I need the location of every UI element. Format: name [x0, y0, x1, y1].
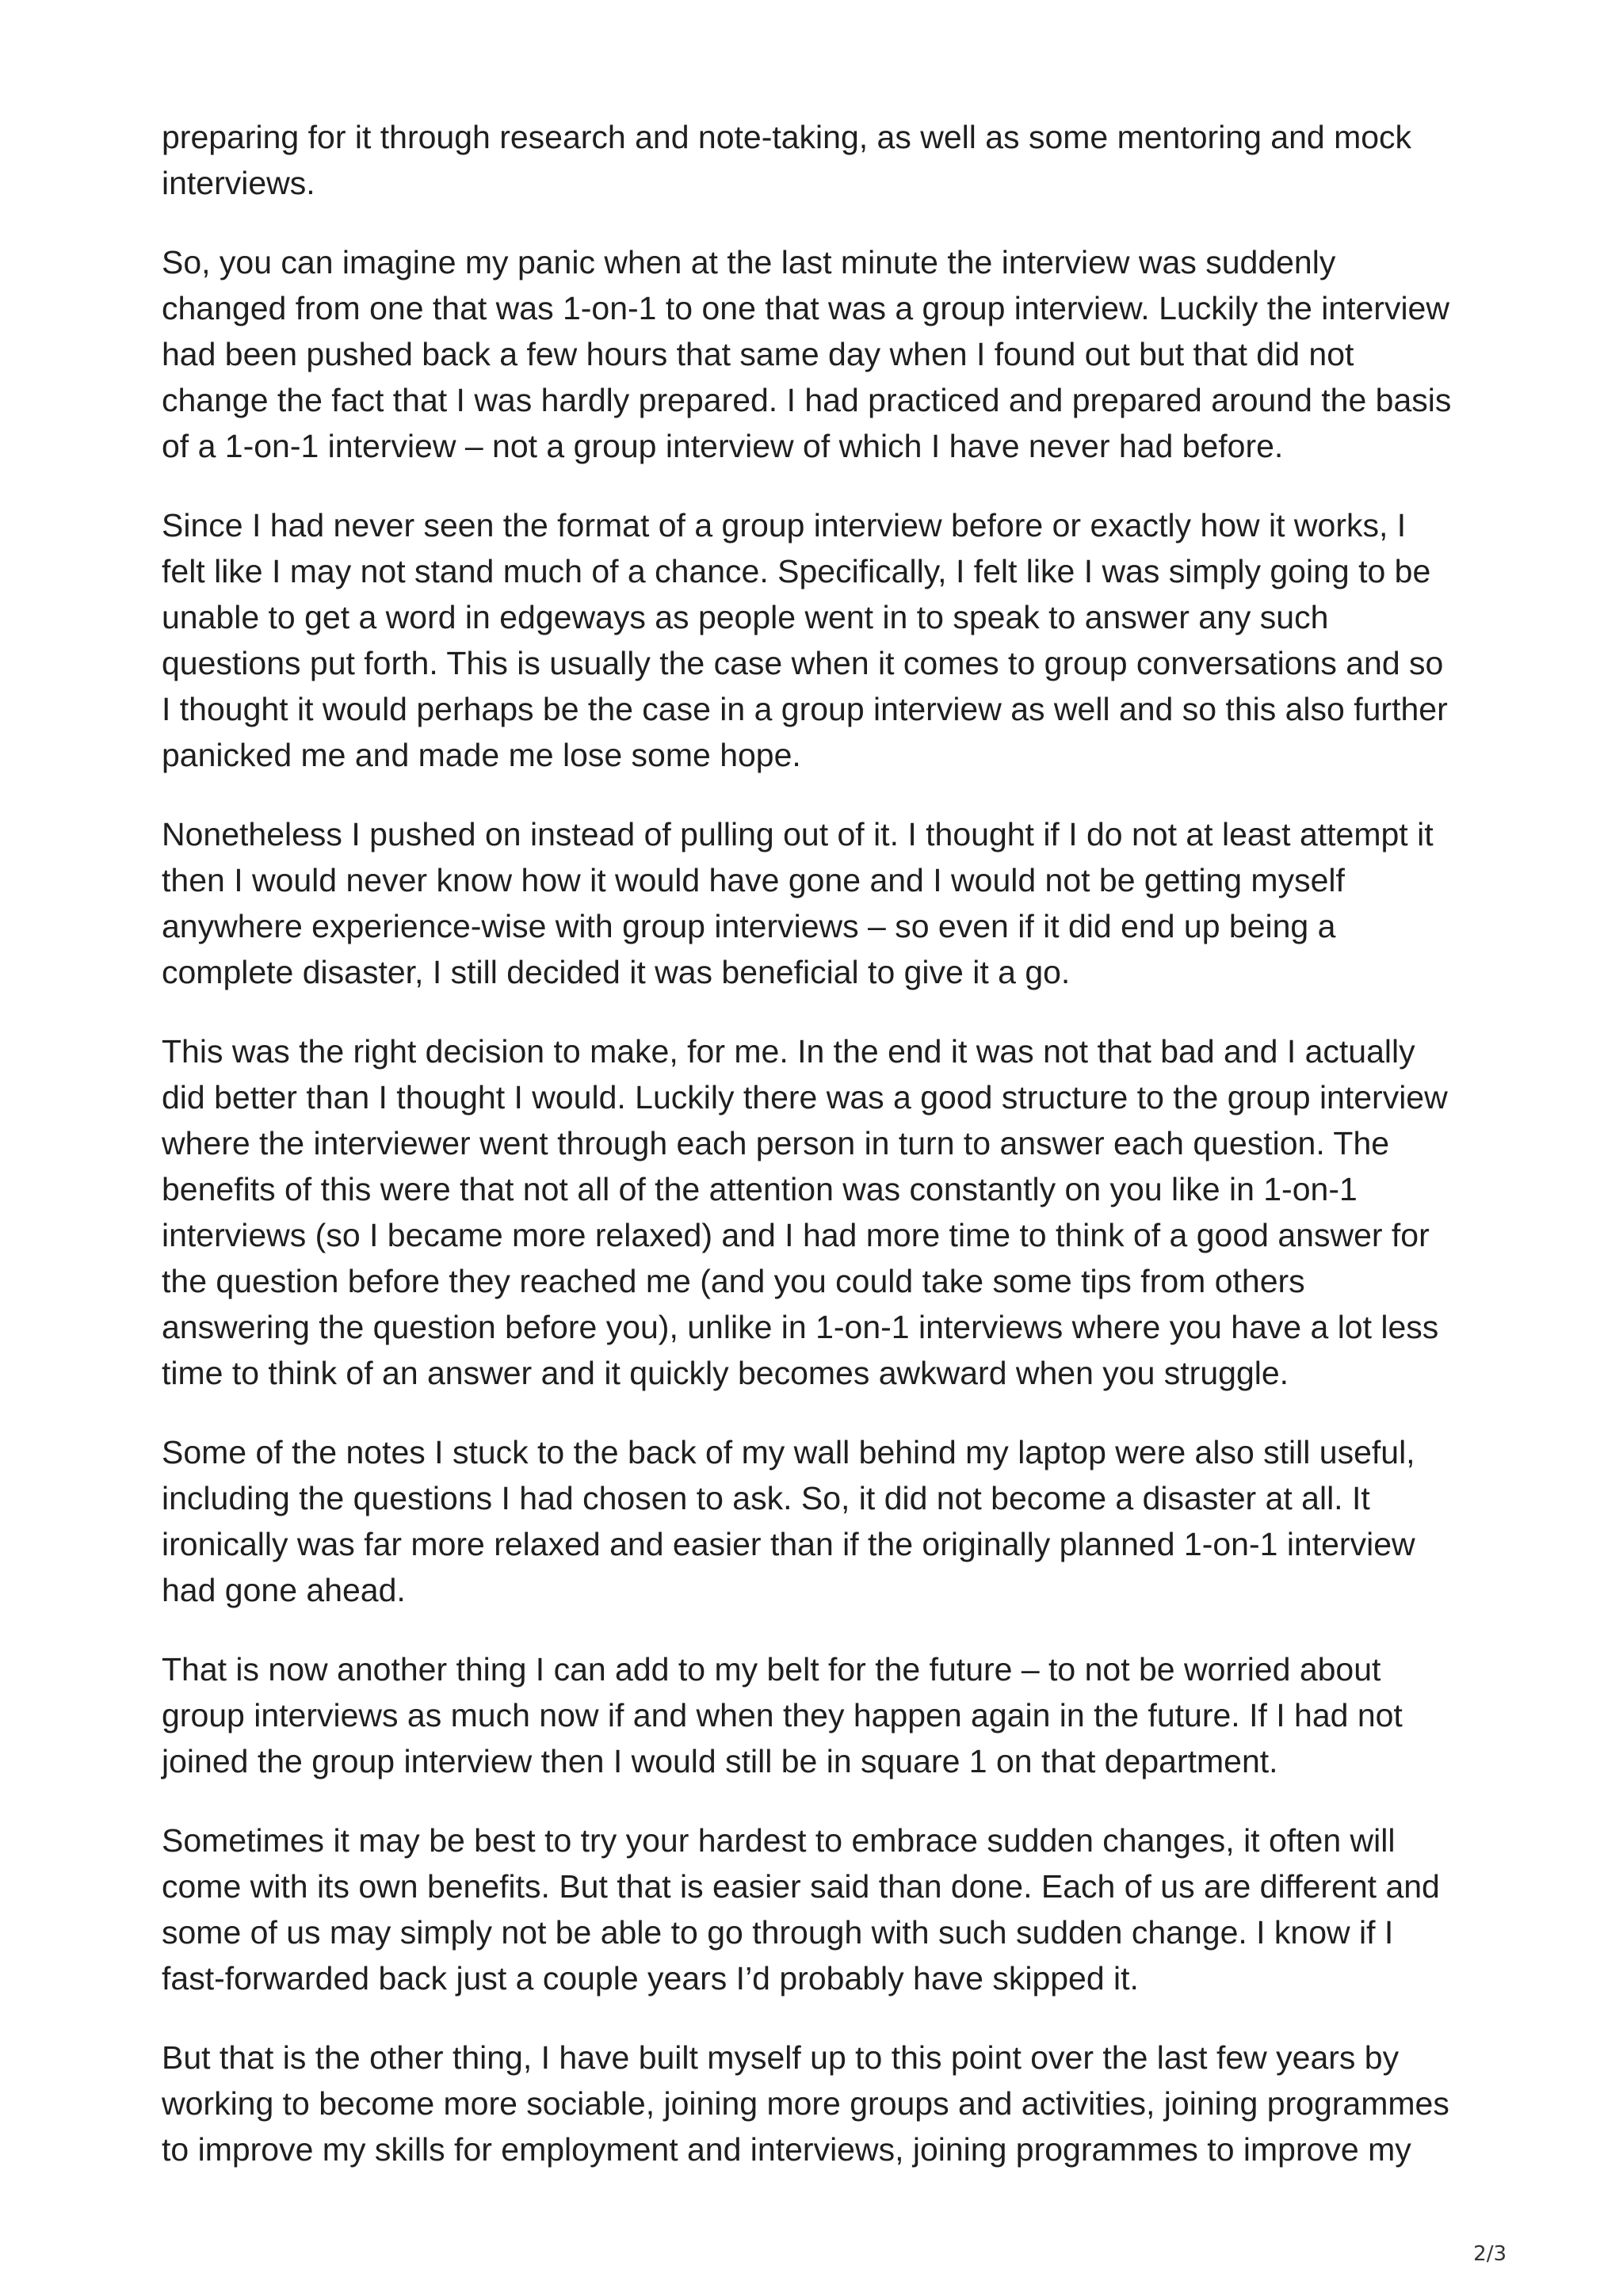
paragraph: Sometimes it may be best to try your hardest to embrace sudden changes, it often will come with its own benefits. But that is easier said than done. Each of us are different and some of us may simply not be able to go through with such sudden change. I know if I fast-forwarded back just a couple years I’d probably have skipped it. — [162, 1822, 1440, 1997]
paragraph: So, you can imagine my panic when at the last minute the interview was suddenly changed from one that was 1-on-1 to one that was a group interview. Luckily the interview had been pushed back a few hours that same day when I found out but that did not change the fact that I was hardly prepared. I had practiced and prepared around the basis of a 1-on-1 interview – not a group interview of which I have never had before. — [162, 244, 1452, 464]
page-number: 2/3 — [1473, 2242, 1507, 2266]
paragraph: That is now another thing I can add to my belt for the future – to not be worried about group interviews as much now if and when they happen again in the future. If I had not joined the group interview then I would still be in square 1 on that department. — [162, 1651, 1403, 1779]
paragraph: Nonetheless I pushed on instead of pulling out of it. I thought if I do not at least attempt it then I would never know how it would have gone and I would not be getting myself anywhere experience-wise with group interviews – so even if it did end up being a complete disaster, I still decided it was beneficial to give it a go. — [162, 816, 1434, 990]
document-body — [162, 114, 1477, 2206]
paragraph: Some of the notes I stuck to the back of my wall behind my laptop were also still useful, including the questions I had chosen to ask. So, it did not become a disaster at all. It ironically was far more relaxed and easier than if the originally planned 1-on-1 interview had gone ahead. — [162, 1434, 1415, 1608]
paragraph: preparing for it through research and note-taking, as well as some mentoring and mock interviews. — [162, 119, 1412, 201]
paragraph: This was the right decision to make, for me. In the end it was not that bad and I actually did better than I thought I would. Luckily there was a good structure to the group interview where the interviewer went through each person in turn to answer each question. The benefits of this were that not all of the attention was constantly on you like in 1-on-1 interviews (so I became more relaxed) and I had more time to think of a good answer for the question before they reached me (and you could take some tips from others answering the question before you), unlike in 1-on-1 interviews where you have a lot less time to think of an answer and it quickly becomes awkward when you struggle. — [162, 1033, 1448, 1391]
paragraph: Since I had never seen the format of a group interview before or exactly how it works, I felt like I may not stand much of a chance. Specifically, I felt like I was simply going to be unable to get a word in edgeways as people went in to speak to answer any such questions put forth. This is usually the case when it comes to group conversations and so I thought it would perhaps be the case in a group interview as well and so this also further panicked me and made me lose some hope. — [162, 507, 1448, 773]
paragraph: But that is the other thing, I have built myself up to this point over the last few years by working to become more sociable, joining more groups and activities, joining programmes to improve my skills for employment and interviews, joining programmes to improve my — [162, 2039, 1449, 2168]
